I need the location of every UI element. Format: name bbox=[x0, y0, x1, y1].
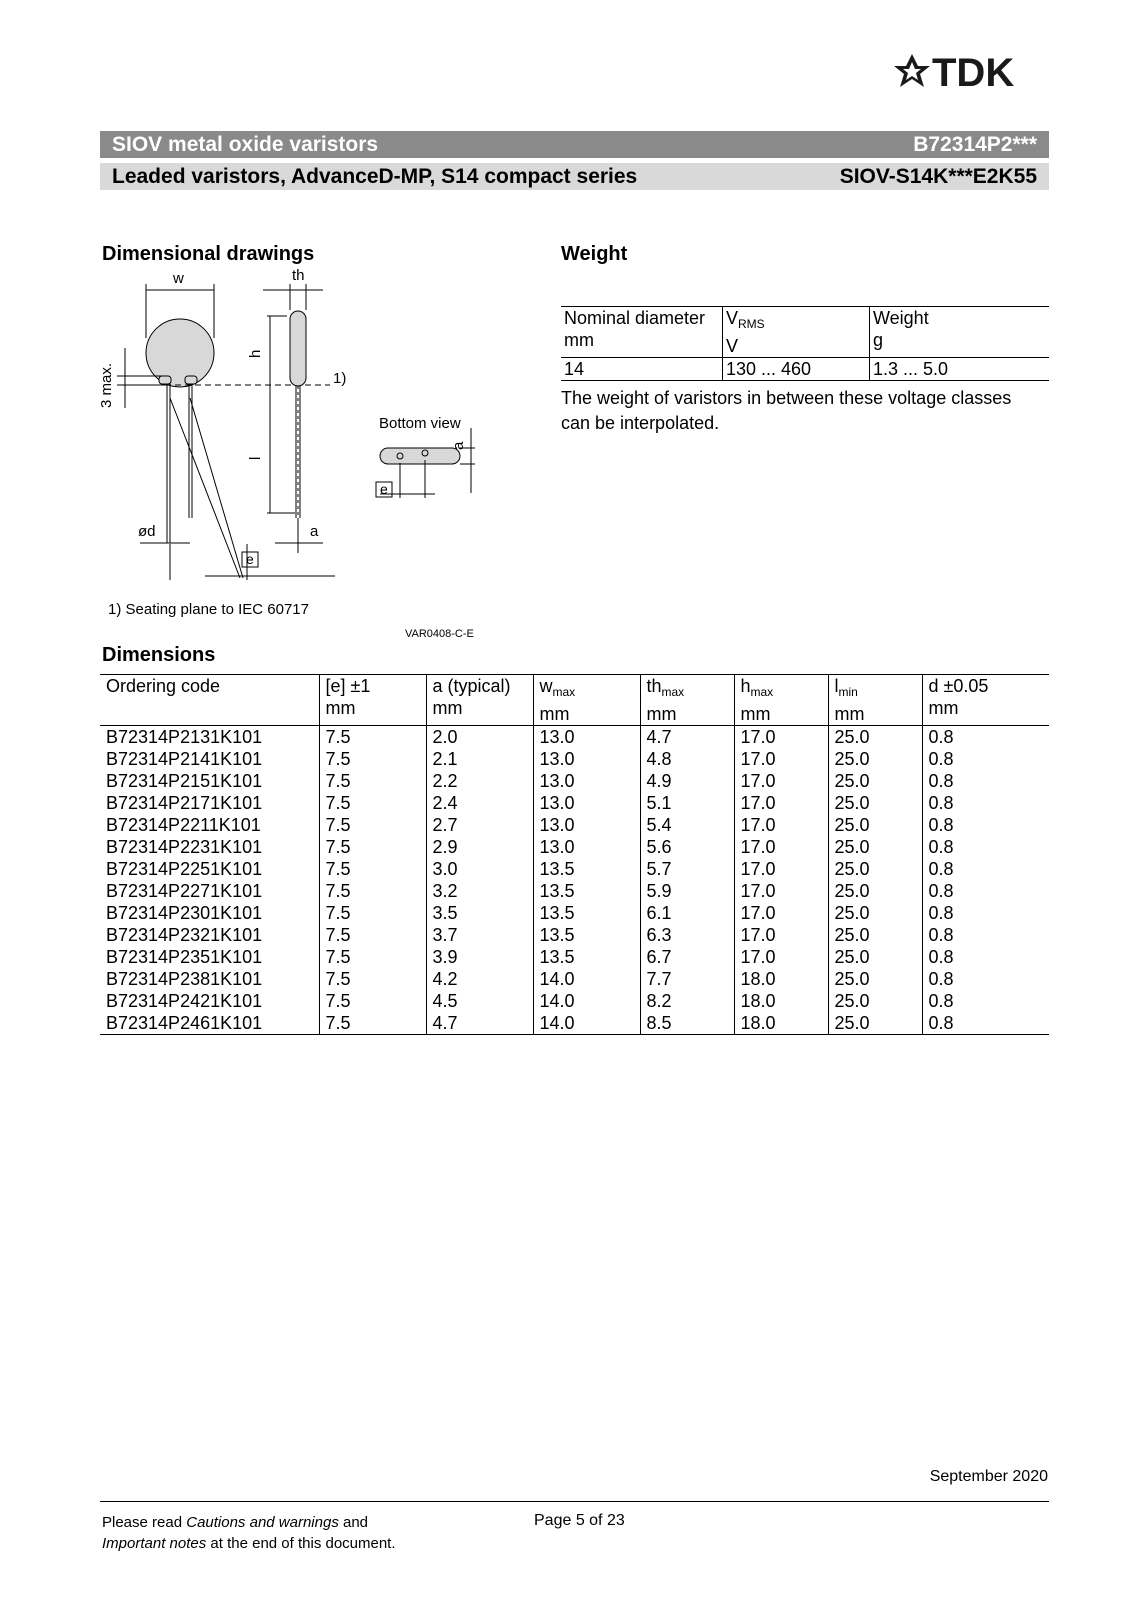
dimensions-header-cell bbox=[426, 675, 533, 726]
header-series-code: SIOV-S14K***E2K55 bbox=[839, 165, 1037, 188]
dimensions-cell: 6.7 bbox=[640, 946, 734, 968]
dimensions-cell: 0.8 bbox=[922, 836, 1049, 858]
dimensions-cell: 7.5 bbox=[319, 946, 426, 968]
dimensions-cell: 18.0 bbox=[734, 968, 828, 990]
weight-header-unit: g bbox=[873, 330, 884, 350]
dimensional-drawing bbox=[95, 268, 515, 653]
ordering-code-cell: B72314P2421K101 bbox=[106, 991, 263, 1011]
weight-cell: 14 bbox=[561, 358, 723, 381]
ordering-code-cell: B72314P2381K101 bbox=[106, 969, 263, 989]
dimensions-cell: 8.5 bbox=[640, 1012, 734, 1035]
dimensions-cell: 25.0 bbox=[828, 770, 922, 792]
dimensions-cell: 3.9 bbox=[426, 946, 533, 968]
header-subtitle: Leaded varistors, AdvanceD-MP, S14 compact series bbox=[112, 165, 638, 188]
dimensions-cell: 3.0 bbox=[426, 858, 533, 880]
label-3-max: 3 max. bbox=[98, 362, 115, 408]
dimensions-cell: 25.0 bbox=[828, 792, 922, 814]
dimensions-cell: 17.0 bbox=[734, 880, 828, 902]
dimensions-cell: 0.8 bbox=[922, 814, 1049, 836]
dimensions-header-cell bbox=[100, 675, 319, 726]
header-title: SIOV metal oxide varistors bbox=[112, 133, 379, 156]
dimensions-cell: 17.0 bbox=[734, 792, 828, 814]
dimensions-header-main: [e] ±1 bbox=[325, 676, 371, 696]
weight-note: The weight of varistors in between these voltage classes can be interpolated. bbox=[561, 388, 1012, 433]
weight-header-cell bbox=[870, 307, 1050, 358]
weight-header-main: Weight bbox=[873, 308, 929, 328]
dimensions-cell: 13.5 bbox=[533, 880, 640, 902]
dimensions-cell: 2.0 bbox=[426, 726, 533, 749]
dimensions-cell: 7.5 bbox=[319, 836, 426, 858]
dimensions-cell: 0.8 bbox=[922, 990, 1049, 1012]
dimensions-cell: 17.0 bbox=[734, 858, 828, 880]
label-e: e bbox=[246, 551, 254, 567]
label-h: h bbox=[247, 349, 264, 358]
footer-page-number: Page 5 of 23 bbox=[534, 1512, 625, 1529]
dimensions-header-cell bbox=[922, 675, 1049, 726]
logo-text: TDK bbox=[932, 51, 1015, 92]
dimensions-table-row bbox=[100, 880, 1049, 902]
weight-heading: Weight bbox=[561, 243, 628, 265]
dimensions-cell: 7.5 bbox=[319, 990, 426, 1012]
dimensions-table-row bbox=[100, 770, 1049, 792]
dimensions-table-row bbox=[100, 792, 1049, 814]
dimensions-header-sub: max bbox=[661, 685, 685, 699]
dimensions-cell: 7.5 bbox=[319, 858, 426, 880]
dimensions-cell: 14.0 bbox=[533, 1012, 640, 1035]
dimensions-cell: 25.0 bbox=[828, 748, 922, 770]
footer-note-important-notes: Important notes bbox=[102, 1535, 207, 1552]
dimensions-header-cell bbox=[533, 675, 640, 726]
dimensions-header-main: w bbox=[539, 676, 553, 696]
drawing-code: VAR0408-C-E bbox=[405, 628, 474, 640]
weight-cell: 130 ... 460 bbox=[723, 358, 870, 381]
weight-header-main: V bbox=[726, 308, 739, 328]
dimensions-header-cell bbox=[319, 675, 426, 726]
dimensions-cell: 0.8 bbox=[922, 726, 1049, 749]
dimensions-cell: 2.7 bbox=[426, 814, 533, 836]
drawing-footnote: 1) Seating plane to IEC 60717 bbox=[108, 601, 309, 618]
dimensions-header-main: h bbox=[740, 676, 751, 696]
dimensions-cell: 17.0 bbox=[734, 726, 828, 749]
label-bottom-view: Bottom view bbox=[379, 415, 461, 432]
dimensions-cell: 13.5 bbox=[533, 924, 640, 946]
footer-divider bbox=[100, 1501, 1049, 1502]
dimensions-heading: Dimensions bbox=[102, 644, 216, 666]
dimensions-header-row bbox=[100, 675, 1049, 726]
dimensions-cell: 2.9 bbox=[426, 836, 533, 858]
dimensions-cell: 5.1 bbox=[640, 792, 734, 814]
dimensions-cell: 25.0 bbox=[828, 726, 922, 749]
dimensions-cell: 3.7 bbox=[426, 924, 533, 946]
weight-cell: 1.3 ... 5.0 bbox=[870, 358, 1050, 381]
dimensions-cell: 17.0 bbox=[734, 924, 828, 946]
dimensions-cell: 18.0 bbox=[734, 1012, 828, 1035]
weight-header-main: Nominal diameter bbox=[564, 308, 706, 328]
dimensions-cell: 4.8 bbox=[640, 748, 734, 770]
tdk-emblem-icon bbox=[894, 54, 930, 87]
dimensions-cell: 25.0 bbox=[828, 880, 922, 902]
dimensions-cell: 17.0 bbox=[734, 836, 828, 858]
varistor-disc bbox=[146, 319, 214, 387]
header-part-number: B72314P2*** bbox=[913, 133, 1037, 156]
dimensions-header-sub: max bbox=[750, 685, 774, 699]
dimensions-cell: 6.1 bbox=[640, 902, 734, 924]
dimensions-cell: 0.8 bbox=[922, 946, 1049, 968]
dimensions-cell: 4.7 bbox=[640, 726, 734, 749]
weight-header-cell bbox=[723, 307, 870, 358]
dimensions-cell: 0.8 bbox=[922, 924, 1049, 946]
dimensions-header-unit: mm bbox=[740, 704, 771, 724]
dimensions-cell: 13.0 bbox=[533, 814, 640, 836]
dimensions-cell: 17.0 bbox=[734, 748, 828, 770]
dimensions-cell: 13.0 bbox=[533, 748, 640, 770]
label-th: th bbox=[292, 268, 305, 284]
dimensions-table-row bbox=[100, 858, 1049, 880]
dimensions-cell: 0.8 bbox=[922, 902, 1049, 924]
dimensions-cell: 13.0 bbox=[533, 726, 640, 749]
label-footnote-marker: 1) bbox=[333, 370, 347, 387]
dimensions-cell: 4.9 bbox=[640, 770, 734, 792]
dimensions-header-cell bbox=[828, 675, 922, 726]
dimensions-cell: 14.0 bbox=[533, 990, 640, 1012]
dimensions-table-row bbox=[100, 748, 1049, 770]
dimensions-cell: 7.5 bbox=[319, 748, 426, 770]
dimensions-cell: 7.5 bbox=[319, 1012, 426, 1035]
dimensions-cell: 13.0 bbox=[533, 770, 640, 792]
dimensions-cell: 13.0 bbox=[533, 836, 640, 858]
header-subtitle-bar bbox=[100, 163, 1049, 190]
ordering-code-cell: B72314P2131K101 bbox=[106, 727, 263, 747]
dimensions-table-row bbox=[100, 836, 1049, 858]
dimensions-cell: 0.8 bbox=[922, 748, 1049, 770]
dimensions-cell: 7.5 bbox=[319, 902, 426, 924]
dimensions-cell: 7.5 bbox=[319, 726, 426, 749]
footer-date: September 2020 bbox=[929, 1468, 1048, 1485]
weight-header-unit: mm bbox=[564, 330, 594, 350]
ordering-code-cell: B72314P2151K101 bbox=[106, 771, 263, 791]
dimensions-cell: 17.0 bbox=[734, 770, 828, 792]
dimensions-header-main: d ±0.05 bbox=[928, 676, 989, 696]
label-w: w bbox=[173, 270, 184, 287]
dimensions-cell: 3.5 bbox=[426, 902, 533, 924]
dimensions-header-unit: mm bbox=[539, 704, 570, 724]
footer-note-text: at the end of this document. bbox=[206, 1535, 396, 1552]
dimensions-cell: 25.0 bbox=[828, 968, 922, 990]
dimensions-table-row bbox=[100, 924, 1049, 946]
dimensions-cell: 3.2 bbox=[426, 880, 533, 902]
dimensions-table-row bbox=[100, 902, 1049, 924]
dimensions-cell: 13.5 bbox=[533, 902, 640, 924]
label-od: ød bbox=[138, 523, 156, 540]
dimensions-cell: 18.0 bbox=[734, 990, 828, 1012]
dimensions-cell: 14.0 bbox=[533, 968, 640, 990]
ordering-code-cell: B72314P2321K101 bbox=[106, 925, 263, 945]
dimensions-cell: 4.2 bbox=[426, 968, 533, 990]
dimensions-table bbox=[100, 674, 1049, 1035]
dimensions-cell: 8.2 bbox=[640, 990, 734, 1012]
ordering-code-cell: B72314P2141K101 bbox=[106, 749, 263, 769]
dimensions-table-row bbox=[100, 968, 1049, 990]
dimensions-header-unit: mm bbox=[646, 704, 677, 724]
dimensional-drawings-heading: Dimensional drawings bbox=[102, 243, 315, 265]
dimensions-cell: 25.0 bbox=[828, 814, 922, 836]
dimensions-table-row bbox=[100, 1012, 1049, 1035]
dimensions-cell: 13.0 bbox=[533, 792, 640, 814]
dimensions-table-body bbox=[100, 726, 1049, 1035]
dimensions-cell: 6.3 bbox=[640, 924, 734, 946]
dimensions-cell: 0.8 bbox=[922, 968, 1049, 990]
dimensions-cell: 25.0 bbox=[828, 946, 922, 968]
dimensions-cell: 2.2 bbox=[426, 770, 533, 792]
dimensions-cell: 7.5 bbox=[319, 770, 426, 792]
dimensions-cell: 7.5 bbox=[319, 924, 426, 946]
weight-header-cell bbox=[561, 307, 723, 358]
dimensions-cell: 25.0 bbox=[828, 902, 922, 924]
ordering-code-cell: B72314P2351K101 bbox=[106, 947, 263, 967]
weight-header-sub: RMS bbox=[738, 317, 765, 331]
dimensions-header-unit: mm bbox=[928, 698, 959, 718]
dimensions-header-main: l bbox=[834, 676, 839, 696]
label-a-bottom: a bbox=[450, 441, 467, 450]
dimensions-cell: 25.0 bbox=[828, 924, 922, 946]
dimensions-cell: 0.8 bbox=[922, 1012, 1049, 1035]
weight-header-unit: V bbox=[726, 336, 739, 356]
footer-note-text: and bbox=[338, 1514, 369, 1531]
header-title-bar bbox=[100, 131, 1049, 158]
ordering-code-cell: B72314P2271K101 bbox=[106, 881, 263, 901]
label-l: l bbox=[247, 456, 264, 460]
ordering-code-cell: B72314P2461K101 bbox=[100, 1012, 319, 1035]
ordering-code-cell: B72314P2251K101 bbox=[106, 859, 263, 879]
dimensions-cell: 25.0 bbox=[828, 1012, 922, 1035]
dimensions-header-main: a (typical) bbox=[432, 676, 511, 696]
dimensions-cell: 2.4 bbox=[426, 792, 533, 814]
dimensions-header-cell bbox=[640, 675, 734, 726]
dimensions-cell: 17.0 bbox=[734, 902, 828, 924]
weight-table-header-row bbox=[561, 307, 1049, 358]
dimensions-table-row bbox=[100, 814, 1049, 836]
dimensions-cell: 5.4 bbox=[640, 814, 734, 836]
dimensions-cell: 17.0 bbox=[734, 814, 828, 836]
footer-note-cautions-link: Cautions and warnings bbox=[186, 1514, 339, 1531]
ordering-code-cell: B72314P2171K101 bbox=[106, 793, 263, 813]
dimensions-cell: 5.7 bbox=[640, 858, 734, 880]
dimensions-cell: 7.7 bbox=[640, 968, 734, 990]
dimensions-cell: 7.5 bbox=[319, 880, 426, 902]
dimensions-cell: 7.5 bbox=[319, 968, 426, 990]
dimensions-cell: 0.8 bbox=[922, 880, 1049, 902]
label-a: a bbox=[310, 523, 319, 540]
weight-table bbox=[561, 306, 1049, 381]
dimensions-cell: 13.5 bbox=[533, 858, 640, 880]
dimensions-table-row bbox=[100, 726, 1049, 749]
dimensions-cell: 5.9 bbox=[640, 880, 734, 902]
dimensions-cell: 0.8 bbox=[922, 858, 1049, 880]
dimensions-cell: 4.5 bbox=[426, 990, 533, 1012]
dimensions-cell: 0.8 bbox=[922, 792, 1049, 814]
dimensions-cell: 17.0 bbox=[734, 946, 828, 968]
dimensions-cell: 2.1 bbox=[426, 748, 533, 770]
dimensions-header-unit: mm bbox=[325, 698, 356, 718]
footer-note bbox=[102, 1512, 396, 1554]
dimensions-header-sub: min bbox=[838, 685, 858, 699]
dimensions-cell: 13.5 bbox=[533, 946, 640, 968]
footer-note-text: Please read bbox=[102, 1514, 187, 1531]
dimensions-cell: 7.5 bbox=[319, 814, 426, 836]
dimensions-header-unit: mm bbox=[432, 698, 463, 718]
weight-table-row bbox=[561, 358, 1049, 381]
dimensions-cell: 25.0 bbox=[828, 836, 922, 858]
dimensions-header-main: Ordering code bbox=[106, 676, 221, 696]
dimensions-table-row bbox=[100, 990, 1049, 1012]
dimensions-header-main: th bbox=[646, 676, 662, 696]
tdk-logo bbox=[892, 50, 1052, 92]
dimensions-table-row bbox=[100, 946, 1049, 968]
label-e-bottom: e bbox=[380, 481, 388, 497]
dimensions-cell: 25.0 bbox=[828, 858, 922, 880]
dimensions-cell: 25.0 bbox=[828, 990, 922, 1012]
dimensions-header-sub: max bbox=[552, 685, 576, 699]
dimensions-cell: 0.8 bbox=[922, 770, 1049, 792]
dimensions-cell: 4.7 bbox=[426, 1012, 533, 1035]
ordering-code-cell: B72314P2211K101 bbox=[106, 815, 261, 835]
dimensions-header-cell bbox=[734, 675, 828, 726]
ordering-code-cell: B72314P2301K101 bbox=[106, 903, 263, 923]
dimensions-cell: 7.5 bbox=[319, 792, 426, 814]
dimensions-header-unit: mm bbox=[834, 704, 865, 724]
ordering-code-cell: B72314P2231K101 bbox=[106, 837, 263, 857]
dimensions-cell: 5.6 bbox=[640, 836, 734, 858]
